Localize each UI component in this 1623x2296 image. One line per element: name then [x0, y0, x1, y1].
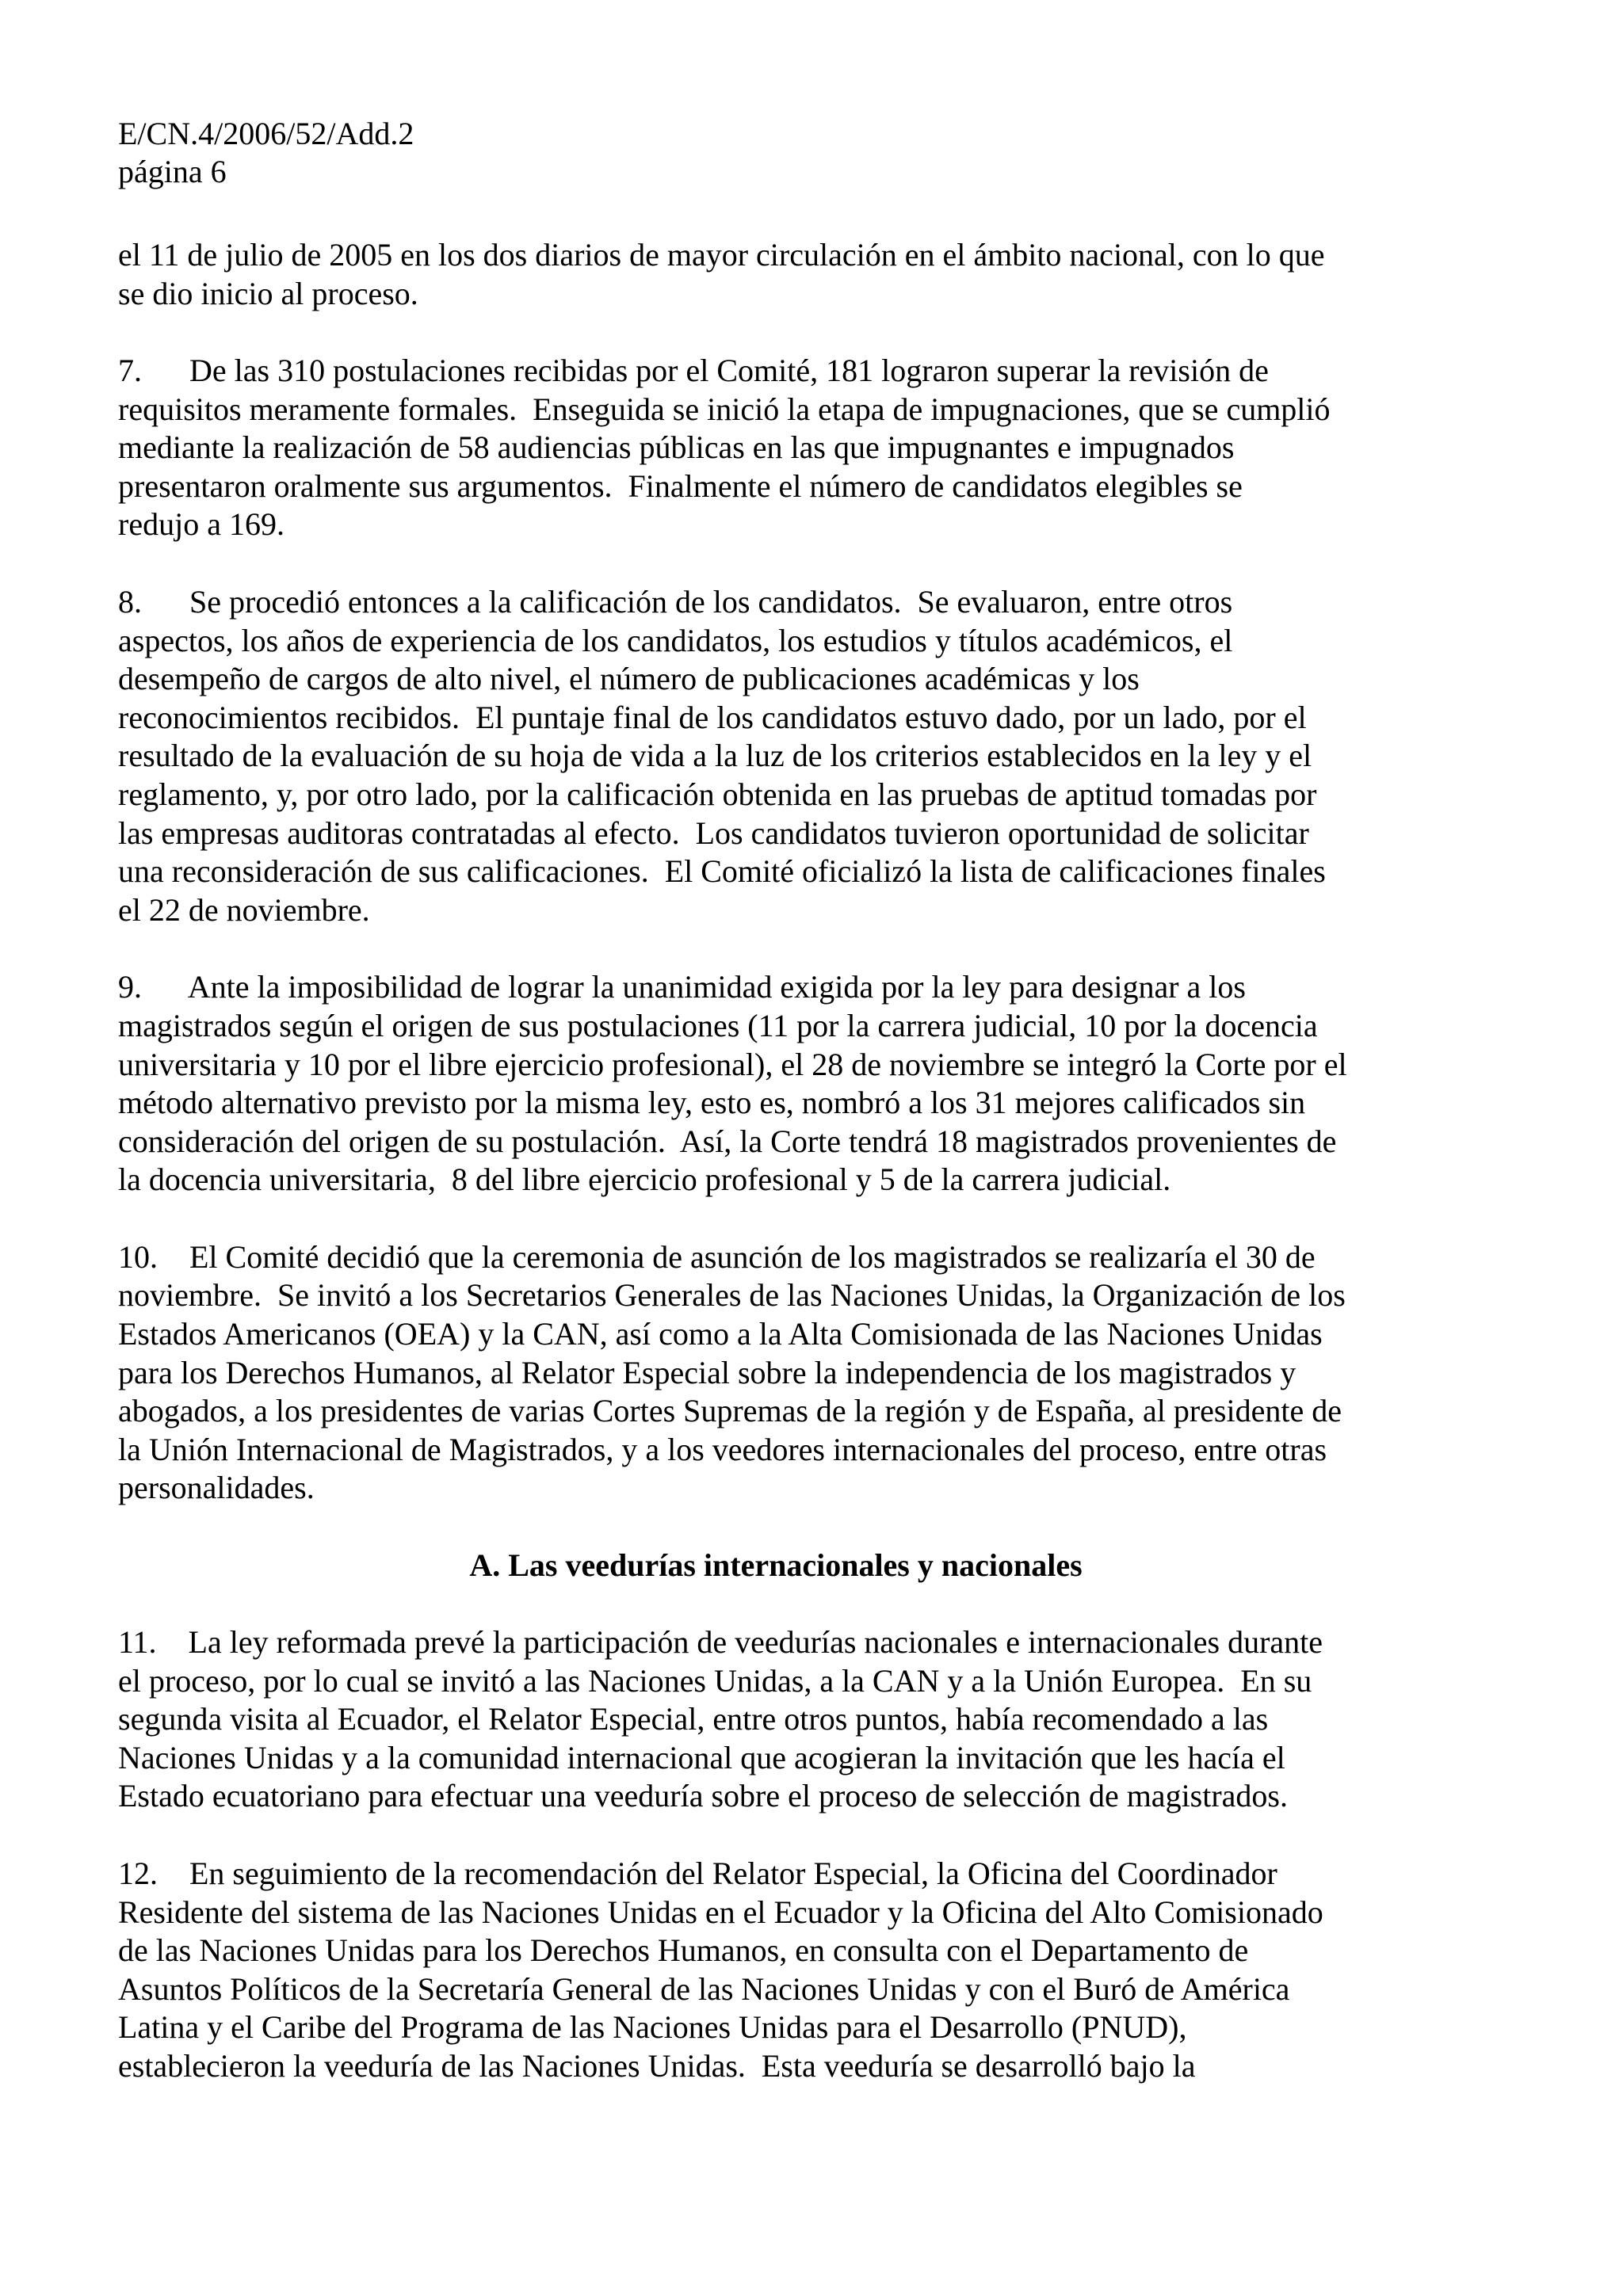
paragraph-first-line: 11. La ley reformada prevé la participación de veedurías nacionales e internacionales durante — [118, 1624, 1323, 1661]
paragraph-line: de las Naciones Unidas para los Derechos Humanos, en consulta con el Departamento de — [118, 1932, 1249, 1969]
paragraph-line: el proceso, por lo cual se invitó a las Naciones Unidas, a la CAN y a la Unión Europea. En su — [118, 1662, 1312, 1699]
spacer — [118, 1199, 1402, 1238]
paragraph-line: segunda visita al Ecuador, el Relator Especial, entre otros puntos, había recomendado a las — [118, 1701, 1269, 1737]
paragraph-9 — [118, 968, 1402, 1199]
document-page — [118, 115, 1402, 2086]
paragraph-line: el 22 de noviembre. — [118, 891, 370, 928]
paragraph-number: 11. — [118, 1624, 157, 1661]
paragraph-first-line: 10. El Comité decidió que la ceremonia de asunción de los magistrados se realizaría el 30 de — [118, 1238, 1316, 1275]
paragraph-first-line: 12. En seguimiento de la recomendación del Relator Especial, la Oficina del Coordinador — [118, 1855, 1277, 1891]
paragraph-number: 8. — [118, 583, 142, 620]
page-number: página 6 — [118, 154, 227, 189]
paragraph-line: para los Derechos Humanos, al Relator Especial sobre la independencia de los magistrados y — [118, 1354, 1296, 1390]
paragraph-line: Residente del sistema de las Naciones Unidas en el Ecuador y la Oficina del Alto Comisionado — [118, 1894, 1323, 1930]
paragraph-7 — [118, 352, 1402, 544]
paragraph-number: 12. — [118, 1855, 158, 1891]
paragraph-line: Estado ecuatoriano para efectuar una veeduría sobre el proceso de selección de magistrados. — [118, 1778, 1288, 1814]
paragraph-line: Estados Americanos (OEA) y la CAN, así como a la Alta Comisionada de las Naciones Unidas — [118, 1316, 1323, 1352]
paragraph-8 — [118, 583, 1402, 929]
paragraph-12 — [118, 1855, 1402, 2086]
paragraph-first-line: 9. Ante la imposibilidad de lograr la unanimidad exigida por la ley para designar a los — [118, 969, 1246, 1005]
paragraph-line: consideración del origen de su postulación. Así, la Corte tendrá 18 magistrados provenientes de — [118, 1123, 1337, 1159]
paragraph-line: noviembre. Se invitó a los Secretarios Generales de las Naciones Unidas, la Organización de los — [118, 1277, 1346, 1314]
paragraph-number: 10. — [118, 1238, 158, 1275]
spacer — [118, 313, 1402, 352]
paragraph-line: magistrados según el origen de sus postulaciones (11 por la carrera judicial, 10 por la docencia — [118, 1007, 1318, 1043]
paragraph-line: establecieron la veeduría de las Naciones Unidas. Esta veeduría se desarrolló bajo la — [118, 2047, 1196, 2084]
paragraph-line: abogados, a los presidentes de varias Cortes Supremas de la región y de España, al presidente de — [118, 1393, 1342, 1429]
paragraph-line: personalidades. — [118, 1470, 315, 1506]
spacer — [118, 544, 1402, 583]
spacer — [118, 1508, 1402, 1547]
paragraph-line: reconocimientos recibidos. El puntaje final de los candidatos estuvo dado, por un lado, por el — [118, 699, 1307, 735]
paragraph-line: el 11 de julio de 2005 en los dos diarios de mayor circulación en el ámbito nacional, con lo que — [118, 237, 1325, 273]
spacer — [118, 929, 1402, 968]
paragraph-line: la Unión Internacional de Magistrados, y a los veedores internacionales del proceso, entre otras — [118, 1431, 1327, 1467]
paragraph-line: desempeño de cargos de alto nivel, el número de publicaciones académicas y los — [118, 661, 1140, 697]
paragraph-line: requisitos meramente formales. Enseguida se inició la etapa de impugnaciones, que se cumplió — [118, 391, 1331, 427]
document-symbol: E/CN.4/2006/52/Add.2 — [118, 116, 414, 151]
paragraph-line: reglamento, y, por otro lado, por la calificación obtenida en las pruebas de aptitud tomadas por — [118, 776, 1317, 812]
paragraph-line: las empresas auditoras contratadas al efecto. Los candidatos tuvieron oportunidad de solicitar — [118, 814, 1309, 851]
paragraph-number: 7. — [118, 353, 142, 388]
paragraph-line: presentaron oralmente sus argumentos. Finalmente el número de candidatos elegibles se — [118, 467, 1243, 504]
spacer — [118, 1816, 1402, 1855]
paragraph-line: redujo a 169. — [118, 506, 285, 543]
paragraph-line: mediante la realización de 58 audiencias públicas en las que impugnantes e impugnados — [118, 429, 1235, 466]
paragraph-line: Asuntos Políticos de la Secretaría General de las Naciones Unidas y con el Buró de América — [118, 1970, 1290, 2007]
paragraph-number: 9. — [118, 969, 142, 1005]
paragraph-line: resultado de la evaluación de su hoja de vida a la luz de los criterios establecidos en la ley y el — [118, 738, 1312, 774]
paragraph-line: la docencia universitaria, 8 del libre ejercicio profesional y 5 de la carrera judicial. — [118, 1161, 1171, 1198]
intro-paragraph — [118, 235, 1402, 313]
paragraph-line: Latina y el Caribe del Programa de las Naciones Unidas para el Desarrollo (PNUD), — [118, 2009, 1187, 2046]
paragraph-line: aspectos, los años de experiencia de los candidatos, los estudios y títulos académicos, el — [118, 622, 1233, 658]
section-heading: A. Las veedurías internacionales y nacionales — [469, 1547, 1083, 1584]
paragraph-11 — [118, 1623, 1402, 1816]
paragraph-line: se dio inicio al proceso. — [118, 276, 418, 311]
paragraph-line: universitaria y 10 por el libre ejercicio profesional), el 28 de noviembre se integró la Corte por el — [118, 1046, 1347, 1082]
paragraph-line: una reconsideración de sus calificaciones. El Comité oficializó la lista de calificaciones finales — [118, 853, 1326, 890]
paragraph-first-line: 8. Se procedió entonces a la calificación de los candidatos. Se evaluaron, entre otros — [118, 583, 1233, 620]
paragraph-10 — [118, 1238, 1402, 1508]
paragraph-line: método alternativo previsto por la misma ley, esto es, nombró a los 31 mejores calificados sin — [118, 1085, 1306, 1121]
spacer — [118, 191, 1402, 235]
spacer — [118, 1585, 1402, 1623]
paragraph-first-line: 7. De las 310 postulaciones recibidas por el Comité, 181 lograron superar la revisión de — [118, 353, 1269, 388]
paragraph-line: Naciones Unidas y a la comunidad internacional que acogieran la invitación que les hacía el — [118, 1739, 1285, 1775]
